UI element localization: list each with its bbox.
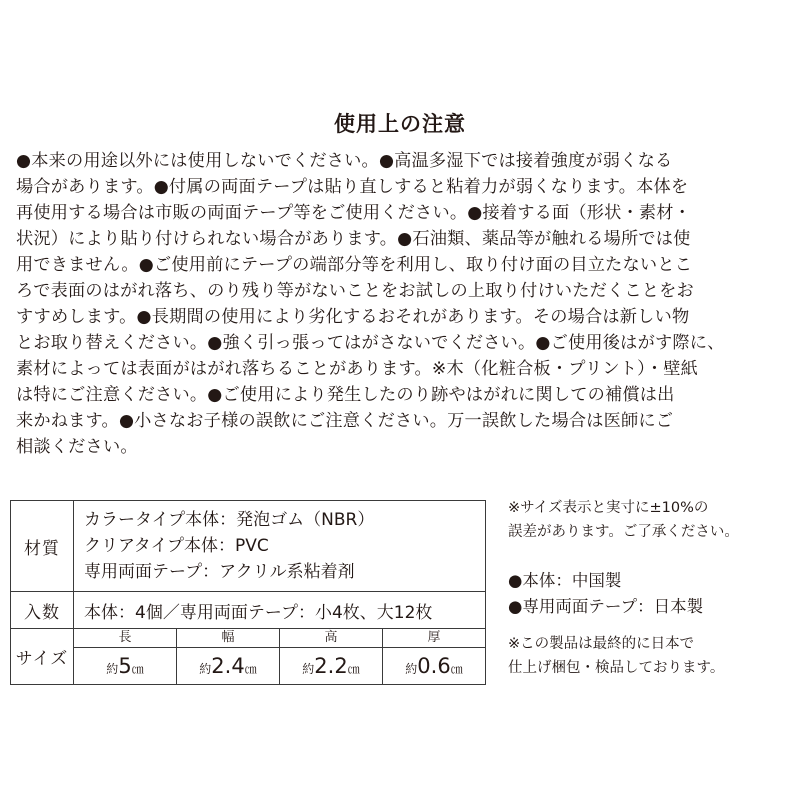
note-line: 素材によっては表面がはがれ落ちることがあります。※木（化粧合板・プリント）・壁紙 (16, 359, 699, 379)
packaging-note (508, 632, 724, 680)
size-height-value (280, 648, 383, 685)
material-label: 材質 (11, 501, 74, 592)
size-width-value (177, 648, 280, 685)
size-thickness-label: 厚 (383, 629, 486, 648)
origin-info (508, 568, 703, 620)
size-height-label: 高 (280, 629, 383, 648)
approx-prefix: 約 (199, 662, 212, 676)
size-width-label: 幅 (177, 629, 280, 648)
note-line: 用できません。●ご使用前にテープの端部分等を利用し、取り付け面の目立たないとこ (16, 255, 693, 275)
page-title: 使用上の注意 (334, 112, 466, 136)
size-number: 5 (118, 654, 132, 678)
note-line: すすめします。●長期間の使用により劣化するおそれがあります。その場合は新しい物 (16, 307, 690, 327)
approx-prefix: 約 (302, 662, 315, 676)
note-line: ろで表面のはがれ落ち、のり残り等がないことをお試しの上取り付けいただくことをお (16, 281, 694, 301)
material-line: カラータイプ本体：発泡ゴム（NBR） (84, 510, 375, 530)
tolerance-line: ※サイズ表示と実寸に±10%の (508, 500, 709, 516)
packaging-line: 仕上げ梱包・検品しております。 (508, 660, 725, 676)
approx-prefix: 約 (405, 662, 418, 676)
origin-tape: ●専用両面テープ：日本製 (508, 597, 704, 616)
size-label-row (11, 629, 486, 648)
unit: ㎝ (450, 662, 463, 676)
material-row (11, 501, 486, 592)
note-line: は特にご注意ください。●ご使用により発生したのり跡やはがれに関しての補償は出 (16, 385, 675, 405)
unit: ㎝ (244, 662, 257, 676)
quantity-value: 本体：4個／専用両面テープ：小4枚、大12枚 (74, 592, 486, 629)
note-line: 再使用する場合は市販の両面テープ等をご使用ください。●接着する面（形状・素材・ (16, 203, 692, 223)
approx-prefix: 約 (106, 662, 119, 676)
note-line: 来かねます。●小さなお子様の誤飲にご注意ください。万一誤飲した場合は医師にご (16, 411, 674, 431)
note-line: 相談ください。 (16, 437, 138, 457)
material-line: クリアタイプ本体：PVC (84, 536, 269, 556)
caution-notes (16, 148, 788, 460)
note-line: 場合があります。●付属の両面テープは貼り直しすると粘着力が弱くなります。本体を (16, 177, 689, 197)
packaging-line: ※この製品は最終的に日本で (508, 636, 695, 652)
material-line: 専用両面テープ：アクリル系粘着剤 (84, 562, 355, 582)
size-number: 0.6 (417, 654, 451, 678)
unit: ㎝ (131, 662, 144, 676)
size-number: 2.2 (314, 654, 348, 678)
tolerance-note (508, 496, 739, 544)
spec-table (10, 500, 486, 685)
material-value (74, 501, 486, 592)
size-label: サイズ (11, 629, 74, 685)
origin-body: ●本体：中国製 (508, 571, 622, 590)
note-line: とお取り替えください。●強く引っ張ってはがさないでください。●ご使用後はがす際に、 (16, 333, 725, 353)
size-length-label: 長 (74, 629, 177, 648)
size-value-row (11, 648, 486, 685)
tolerance-line: 誤差があります。ご了承ください。 (508, 524, 739, 540)
quantity-row (11, 592, 486, 629)
note-line: ●本来の用途以外には使用しないでください。●高温多湿下では接着強度が弱くなる (16, 151, 673, 171)
unit: ㎝ (347, 662, 360, 676)
quantity-label: 入数 (11, 592, 74, 629)
size-length-value (74, 648, 177, 685)
note-line: 状況）により貼り付けられない場合があります。●石油類、薬品等が触れる場所では使 (16, 229, 691, 249)
size-number: 2.4 (211, 654, 245, 678)
size-thickness-value (383, 648, 486, 685)
